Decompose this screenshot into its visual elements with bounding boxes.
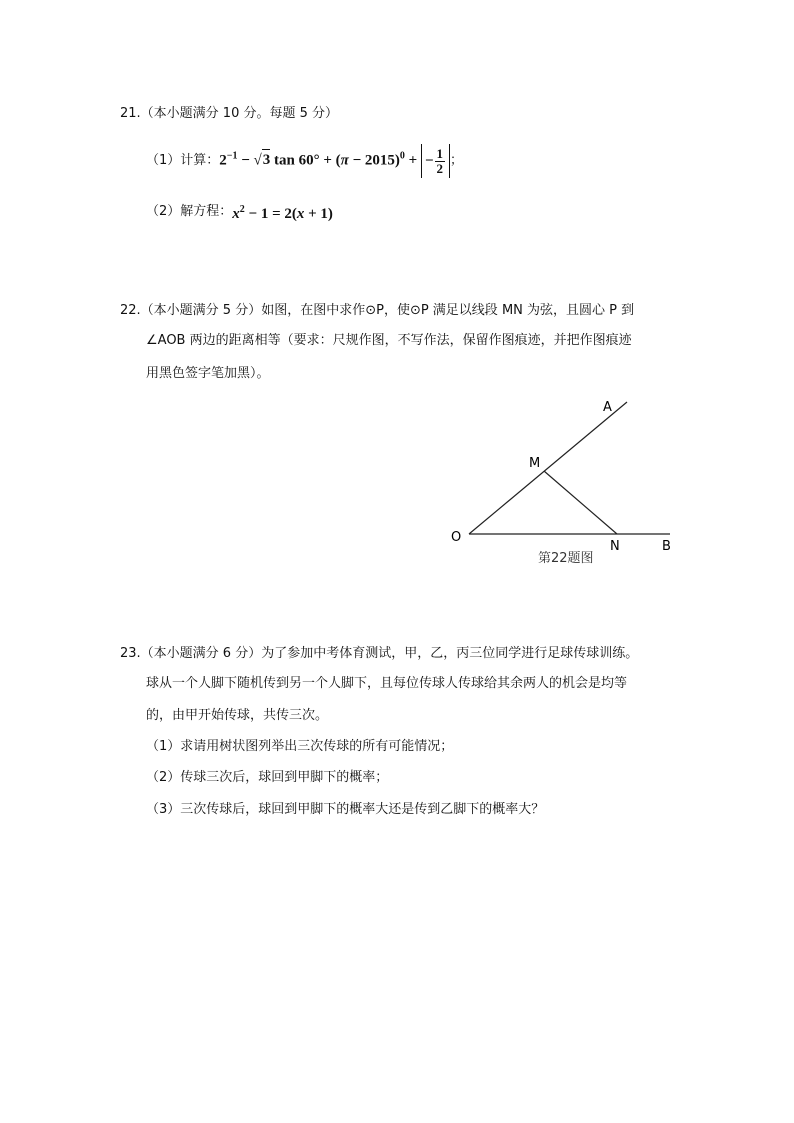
label-b: B [662,539,671,554]
q21-part1-expression: $2^{-1} - √3$ $\tan 60^\circ + (\pi - 2015)^0$ + − $\frac{1}{2}$ [219,144,450,178]
q23-line2: 球从一个人脚下随机传到另一个人脚下，且每位传球人传球给其余两人的机会是均等 [146,676,628,691]
q22-line1: 22.（本小题满分 5 分）如图，在图中求作⊙P，使⊙P 满足以线段 MN 为弦，且圆心 P 到 [120,303,635,318]
q23-sub1: （1）求请用树状图列举出三次传球的所有可能情况； [146,739,454,754]
q22-line3: 用黑色签字笔加黑）。 [146,366,270,381]
segment-mn [544,471,617,534]
q21-header: 21.（本小题满分 10 分。每题 5 分） [120,106,339,121]
q21-part1-suffix: ； [450,153,464,168]
label-m: M [529,456,541,471]
q21-part2-label: （2）解方程： [146,204,233,219]
q21-part1-label: （1）计算： [146,153,220,168]
label-n: N [610,539,620,554]
q22-line2: ∠AOB 两边的距离相等（要求：尺规作图，不写作法，保留作图痕迹，并把作图痕迹 [146,333,632,348]
label-o: O [451,530,462,545]
q21-part2-equation: $x^2 - 1 = 2(x + 1)$ [232,204,333,222]
q23-sub3: （3）三次传球后，球回到甲脚下的概率大还是传到乙脚下的概率大？ [146,802,545,817]
q21-part2 [146,200,333,224]
ray-oa [469,402,627,534]
q21-part1 [146,144,463,178]
figure-caption: 第22题图 [538,551,594,566]
label-a: A [603,400,612,415]
q23-sub2: （2）传球三次后，球回到甲脚下的概率； [146,770,389,785]
q23-line1: 23.（本小题满分 6 分）为了参加中考体育测试，甲，乙，丙三位同学进行足球传球训练。 [120,646,639,661]
q23-line3: 的，由甲开始传球，共传三次。 [146,708,329,723]
q22-figure [440,392,690,572]
